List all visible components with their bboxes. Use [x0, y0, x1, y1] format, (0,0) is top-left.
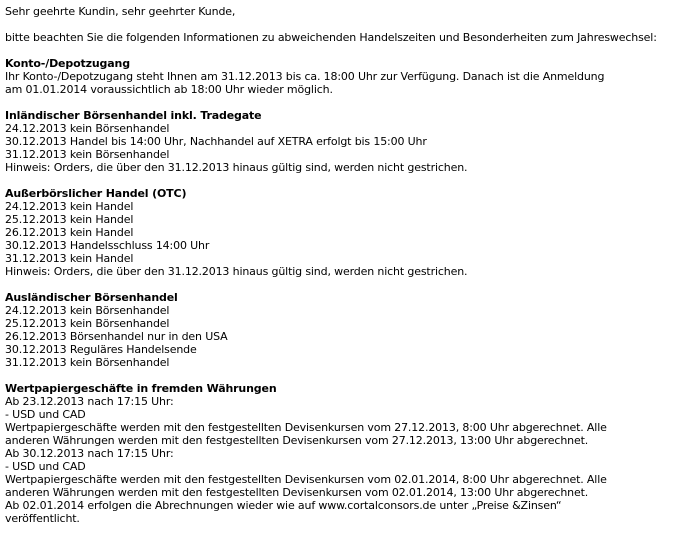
section [5, 291, 695, 369]
section-title: Wertpapiergeschäfte in fremden Währungen [5, 382, 277, 395]
section-line: Hinweis: Orders, die über den 31.12.2013 hinaus gültig sind, werden nicht gestrichen. [5, 161, 468, 174]
section-line: Hinweis: Orders, die über den 31.12.2013 hinaus gültig sind, werden nicht gestrichen. [5, 265, 468, 278]
section-line: Ab 02.01.2014 erfolgen die Abrechnungen wieder wie auf www.cortalconsors.de unter „Preise &Zinsen“ [5, 499, 562, 512]
section-line: Ab 23.12.2013 nach 17:15 Uhr: [5, 395, 174, 408]
greeting: Sehr geehrte Kundin, sehr geehrter Kunde, [5, 5, 236, 18]
section-line: 31.12.2013 kein Handel [5, 252, 134, 265]
section-line: 30.12.2013 Reguläres Handelsende [5, 343, 197, 356]
section-line: veröffentlicht. [5, 512, 80, 525]
section-line: am 01.01.2014 voraussichtlich ab 18:00 Uhr wieder möglich. [5, 83, 333, 96]
section-title: Ausländischer Börsenhandel [5, 291, 178, 304]
section-line: 31.12.2013 kein Börsenhandel [5, 148, 170, 161]
section [5, 109, 695, 174]
intro: bitte beachten Sie die folgenden Informationen zu abweichenden Handelszeiten und Besonderheiten zum Jahreswechsel: [5, 31, 657, 44]
section-line: 30.12.2013 Handel bis 14:00 Uhr, Nachhandel auf XETRA erfolgt bis 15:00 Uhr [5, 135, 427, 148]
section-line: 30.12.2013 Handelsschluss 14:00 Uhr [5, 239, 210, 252]
section-line: 31.12.2013 kein Börsenhandel [5, 356, 170, 369]
section-line: 25.12.2013 kein Börsenhandel [5, 317, 170, 330]
section-line: 25.12.2013 kein Handel [5, 213, 134, 226]
section-title: Konto-/Depotzugang [5, 57, 130, 70]
section-title: Inländischer Börsenhandel inkl. Tradegate [5, 109, 262, 122]
section-line: Wertpapiergeschäfte werden mit den festgestellten Devisenkursen vom 02.01.2014, 8:00 Uhr abgerechnet. Alle [5, 473, 607, 486]
section-line: 24.12.2013 kein Handel [5, 200, 134, 213]
section-line: Ab 30.12.2013 nach 17:15 Uhr: [5, 447, 174, 460]
section-line: 26.12.2013 Börsenhandel nur in den USA [5, 330, 228, 343]
section-line: anderen Währungen werden mit den festgestellten Devisenkursen vom 27.12.2013, 13:00 Uhr abgerechnet. [5, 434, 589, 447]
section-title: Außerbörslicher Handel (OTC) [5, 187, 187, 200]
section-line: Ihr Konto-/Depotzugang steht Ihnen am 31.12.2013 bis ca. 18:00 Uhr zur Verfügung. Danach ist die Anmeldung [5, 70, 605, 83]
section-line: - USD und CAD [5, 408, 86, 421]
section-line: 26.12.2013 kein Handel [5, 226, 134, 239]
sections [5, 57, 695, 525]
section [5, 57, 695, 96]
section [5, 382, 695, 525]
section [5, 187, 695, 278]
section-line: 24.12.2013 kein Börsenhandel [5, 304, 170, 317]
section-line: anderen Währungen werden mit den festgestellten Devisenkursen vom 02.01.2014, 13:00 Uhr abgerechnet. [5, 486, 589, 499]
section-line: Wertpapiergeschäfte werden mit den festgestellten Devisenkursen vom 27.12.2013, 8:00 Uhr abgerechnet. Alle [5, 421, 607, 434]
section-line: 24.12.2013 kein Börsenhandel [5, 122, 170, 135]
section-line: - USD und CAD [5, 460, 86, 473]
